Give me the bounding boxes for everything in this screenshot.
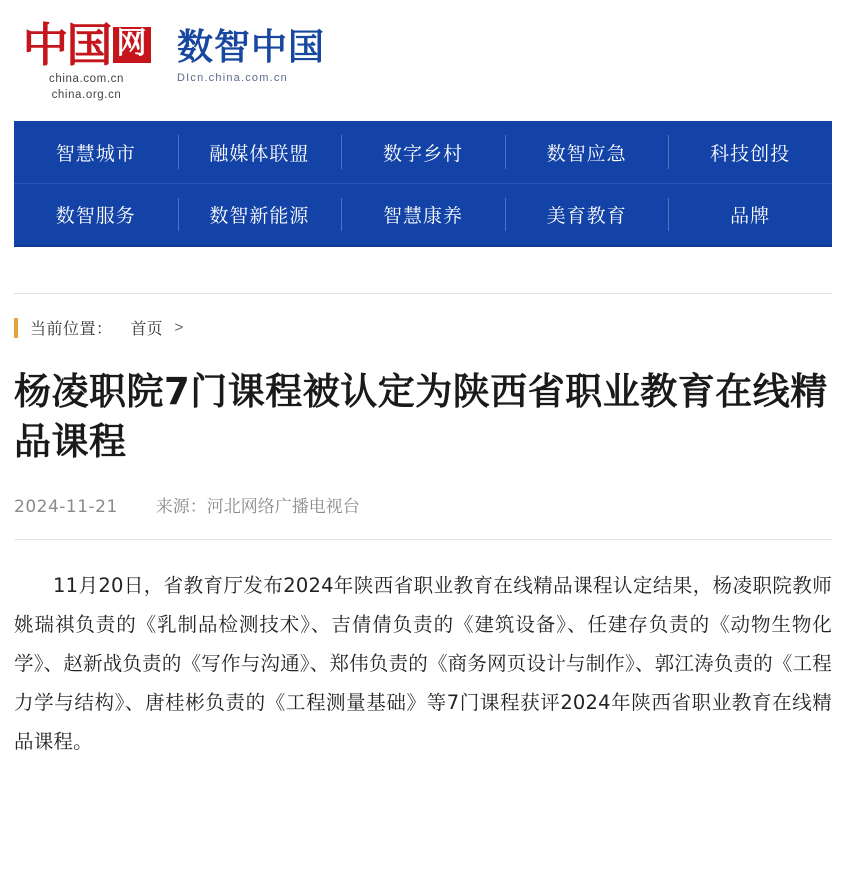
- brand-title: 数智中国: [177, 27, 326, 68]
- nav-item-smart-city[interactable]: 智慧城市: [55, 142, 136, 165]
- source-label: 来源：: [155, 497, 207, 518]
- nav-item-tech-investment[interactable]: 科技创投: [668, 121, 832, 183]
- breadcrumb-label: 当前位置：: [30, 319, 113, 339]
- nav-item-brand[interactable]: 品牌: [668, 184, 832, 245]
- logo-badge: 网: [113, 27, 151, 63]
- breadcrumb-home-link[interactable]: 首页: [130, 319, 163, 339]
- article-paragraph: 11月20日，省教育厅发布2024年陕西省职业教育在线精品课程认定结果，杨凌职院教师姚瑞祺负责的《乳制品检测技术》、吉倩倩负责的《建筑设备》、任建存负责的《动物生物化学》、赵新战负责的《写作与沟通》、郑伟负责的《商务网页设计与制作》、郭江涛负责的《工程力学与结构》、唐桂彬负责的《工程测量基础》等7门课程获评2024年陕西省职业教育在线精品课程。: [14, 574, 832, 754]
- nav-item-emergency[interactable]: 数智应急: [505, 121, 669, 183]
- breadcrumb: [14, 293, 832, 339]
- brand-subtitle: DIcn.china.com.cn: [177, 72, 288, 84]
- logo-mark: [22, 18, 151, 72]
- logo-text: 中国: [22, 18, 111, 72]
- logo-url: [49, 72, 124, 103]
- article: [14, 367, 832, 761]
- logo-url-line1: china.com.cn: [49, 73, 124, 85]
- brand-block: [177, 22, 325, 84]
- site-header: [0, 0, 846, 113]
- breadcrumb-accent-bar: [14, 318, 18, 338]
- article-meta: [14, 492, 832, 540]
- nav-item-health-care[interactable]: 智慧康养: [341, 184, 505, 245]
- page-title: 杨凌职院7门课程被认定为陕西省职业教育在线精品课程: [14, 370, 828, 463]
- breadcrumb-separator-icon: >: [174, 319, 184, 337]
- nav-row-1: [14, 121, 832, 183]
- source-name: 河北网络广播电视台: [206, 497, 360, 518]
- nav-item-aesthetic-education[interactable]: 美育教育: [505, 184, 669, 245]
- publish-date: 2024-11-21: [14, 497, 118, 518]
- main-nav: [14, 121, 832, 247]
- nav-item-media-alliance[interactable]: 融媒体联盟: [178, 121, 342, 183]
- nav-item-new-energy[interactable]: 数智新能源: [178, 184, 342, 245]
- nav-row-2: [14, 183, 832, 245]
- nav-item-digital-service[interactable]: 数智服务: [55, 205, 136, 228]
- logo-url-line2: china.org.cn: [51, 88, 122, 101]
- site-logo[interactable]: [14, 18, 159, 103]
- nav-item-digital-village[interactable]: 数字乡村: [341, 121, 505, 183]
